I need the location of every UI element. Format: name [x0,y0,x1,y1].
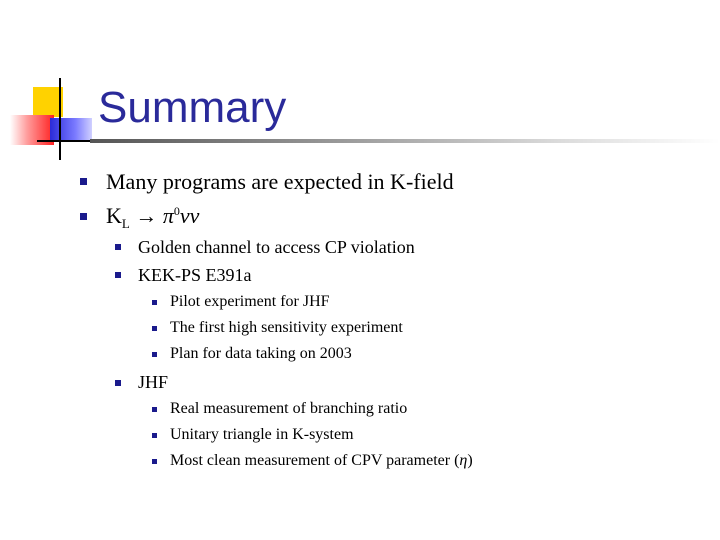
bullet-marker [115,380,121,386]
bullet-pilot-experiment: Pilot experiment for JHF [170,293,330,310]
bullet-marker [115,244,121,250]
bullet-kl-decay [106,203,200,231]
pion-symbol: π [162,203,174,228]
bullet-marker [80,213,87,220]
arrow-icon: → [135,203,158,228]
kaon-subscript: L [121,216,130,231]
slide-title: Summary [98,83,287,132]
bullet-marker [80,178,87,185]
bullet-marker [152,407,157,412]
bullet-jhf: JHF [138,372,169,392]
bullet-data-taking: Plan for data taking on 2003 [170,345,352,362]
bullet-marker [152,300,157,305]
bullet-golden-channel: Golden channel to access CP violation [138,237,415,257]
bullet-cpv-parameter [170,453,473,469]
cpv-close-paren: ) [467,452,473,469]
bullet-branching-ratio: Real measurement of branching ratio [170,400,408,417]
logo-vertical-line [59,78,61,160]
bullet-many-programs: Many programs are expected in K-field [106,169,454,194]
bullet-unitary-triangle: Unitary triangle in K-system [170,426,354,443]
bullet-kek-ps: KEK-PS E391a [138,265,252,285]
neutrino-symbols: νν [179,203,200,228]
bullet-marker [115,272,121,278]
pion-superscript: 0 [173,204,180,218]
slide-logo [0,0,100,170]
logo-horizontal-line [37,140,97,142]
bullet-marker [152,433,157,438]
bullet-marker [152,459,157,464]
logo-blue-square [50,118,92,142]
bullet-high-sensitivity: The first high sensitivity experiment [170,319,403,336]
bullet-marker [152,326,157,331]
bullet-marker [152,352,157,357]
kaon-symbol: K [106,203,122,228]
cpv-text: Most clean measurement of CPV parameter ( [170,452,460,469]
eta-symbol: η [459,452,468,469]
title-underline [90,139,720,143]
